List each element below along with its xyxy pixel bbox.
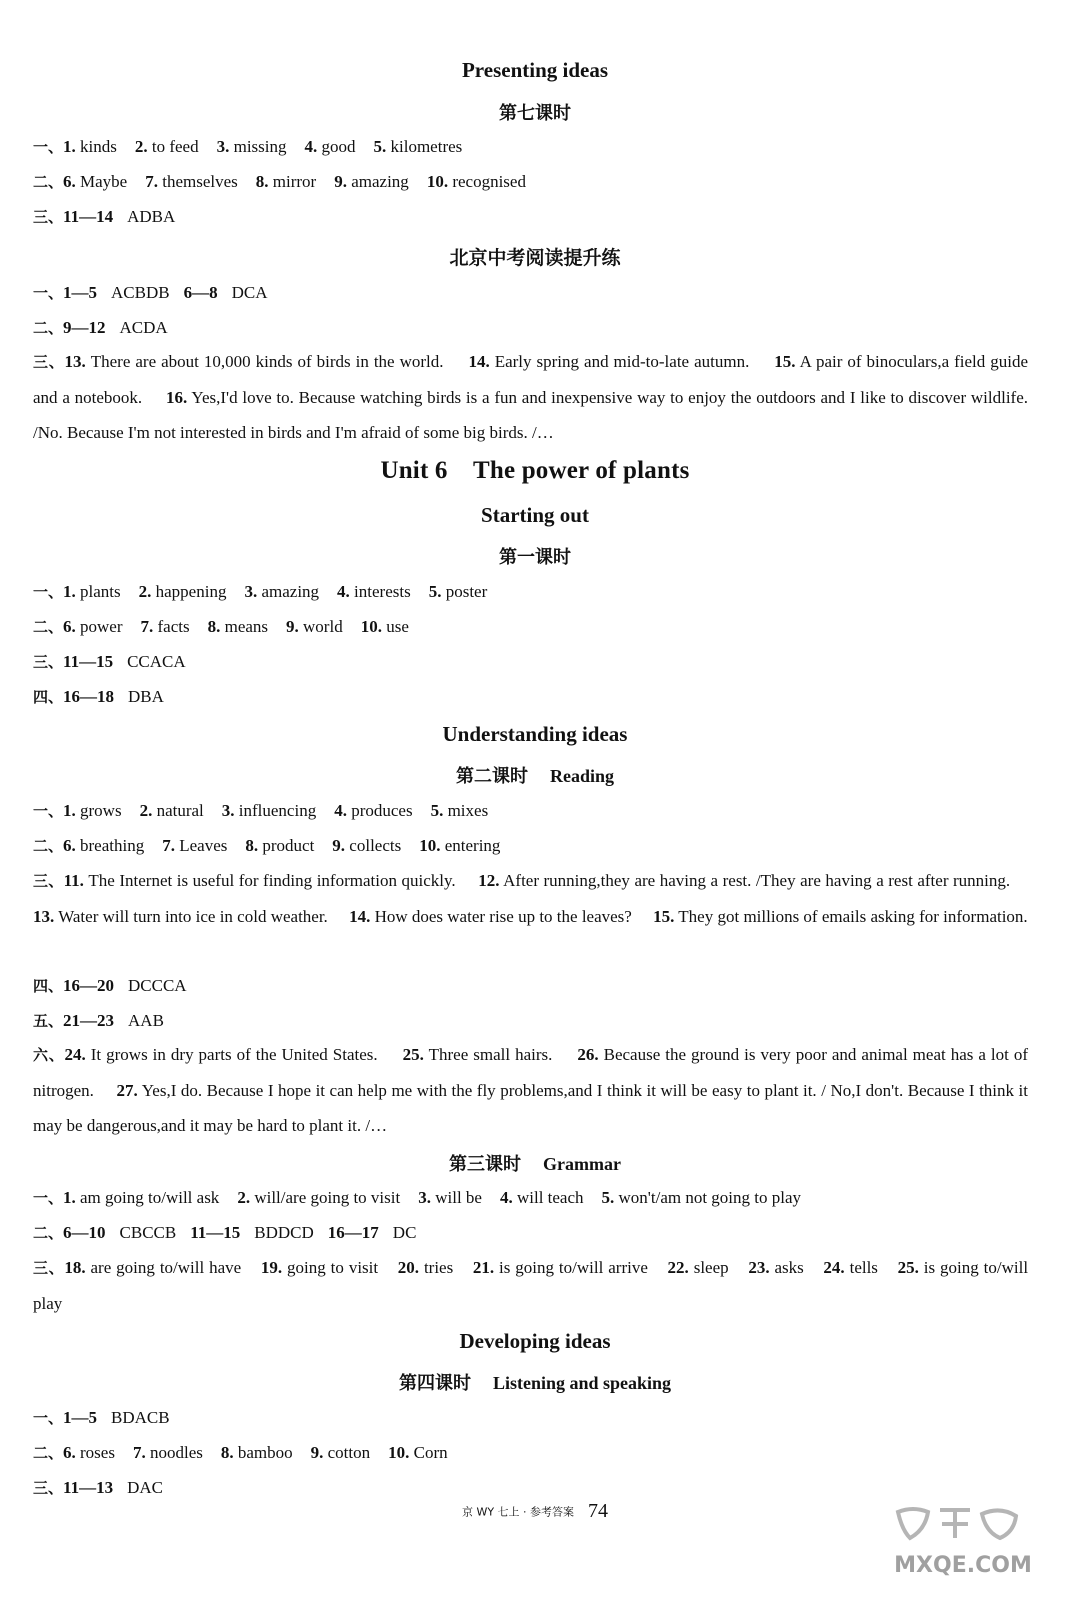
answer-row: 四、16—20 DCCCA: [33, 976, 187, 995]
section-marker: 一、: [33, 138, 64, 156]
answer-paragraph: 三、13. There are about 10,000 kinds of birds in the world. 14. Early spring and mid-to-late autumn. 15. A pair of binoculars,a field guide and a notebook. 16. Yes,I'd love to. Because watching birds is a fun and inexpensive way to enjoy the outdoors and I like to discover wildlife. /No. Because I'm not interested in birds and I'm afraid of some big birds. /…: [33, 352, 1029, 442]
answer-row: 一、1. kinds 2. to feed 3. missing 4. good 5. kilometres: [33, 137, 463, 156]
answer-row: 二、6. Maybe 7. themselves 8. mirror 9. amazing 10. recognised: [33, 172, 526, 191]
section-heading: Starting out: [481, 503, 589, 527]
answer-row: 二、6. roses 7. noodles 8. bamboo 9. cotton 10. Corn: [33, 1443, 448, 1462]
answer-row: 五、21—23 AAB: [33, 1011, 164, 1030]
answer-paragraph: 三、18. are going to/will have 19. going to visit 20. tries 21. is going to/will arrive 22. sleep 23. asks 24. tells 25. is going to/will play: [33, 1258, 1029, 1313]
page-number: 74: [588, 1500, 609, 1522]
section-heading: Understanding ideas: [442, 722, 628, 746]
section-heading: Presenting ideas: [461, 58, 609, 82]
watermark-logo: [878, 1502, 1048, 1582]
answer-row: 三、11—13 DAC: [33, 1478, 163, 1497]
answer-row: 一、1. am going to/will ask 2. will/are going to visit 3. will be 4. will teach 5. won't/am not going to play: [33, 1188, 802, 1207]
answer-row: 三、11—14 ADBA: [33, 207, 176, 226]
answer-row: 一、1. grows 2. natural 3. influencing 4. produces 5. mixes: [33, 801, 489, 820]
answer-paragraph: 六、24. It grows in dry parts of the United States. 25. Three small hairs. 26. Because the ground is very poor and animal meat has a lot of nitrogen. 27. Yes,I do. Because I hope it can help me with the fly problems,and I think it will be easy to plant it. / No,I don't. Because I think it may be dangerous,and it may be hard to plant it. /…: [33, 1045, 1029, 1135]
watermark-text: MXQE.COM: [894, 1553, 1032, 1578]
section-heading: 北京中考阅读提升练: [449, 247, 621, 269]
answer-row: 三、11—15 CCACA: [33, 652, 186, 671]
answer-row: 一、1. plants 2. happening 3. amazing 4. interests 5. poster: [33, 582, 488, 601]
footer-label: 京 WY 七上 · 参考答案: [461, 1505, 575, 1519]
lesson-heading: 第二课时 Reading: [455, 766, 614, 787]
lesson-heading: 第七课时: [499, 103, 571, 124]
answer-row: 二、6. breathing 7. Leaves 8. product 9. collects 10. entering: [33, 836, 501, 855]
section-heading: Developing ideas: [459, 1329, 611, 1353]
answer-row: 一、1—5 BDACB: [33, 1408, 170, 1427]
lesson-heading: 第四课时 Listening and speaking: [398, 1373, 672, 1394]
answer-row: 二、6—10 CBCCB 11—15 BDDCD 16—17 DC: [33, 1223, 417, 1242]
answer-row: 二、6. power 7. facts 8. means 9. world 10. use: [33, 617, 409, 636]
answer-row: 二、9—12 ACDA: [33, 318, 168, 337]
lesson-heading: 第三课时 Grammar: [449, 1154, 621, 1175]
answer-row: 一、1—5 ACBDB 6—8 DCA: [33, 283, 268, 302]
answer-paragraph: 三、11. The Internet is useful for finding information quickly. 12. After running,they are having a rest. /They are having a rest after running. 13. Water will turn into ice in cold weather. 14. How does water rise up to the leaves? 15. They got millions of emails asking for information.: [33, 871, 1028, 926]
lesson-heading: 第一课时: [499, 547, 571, 568]
answer-row: 四、16—18 DBA: [33, 687, 164, 706]
unit-title: Unit 6 The power of plants: [380, 457, 690, 484]
